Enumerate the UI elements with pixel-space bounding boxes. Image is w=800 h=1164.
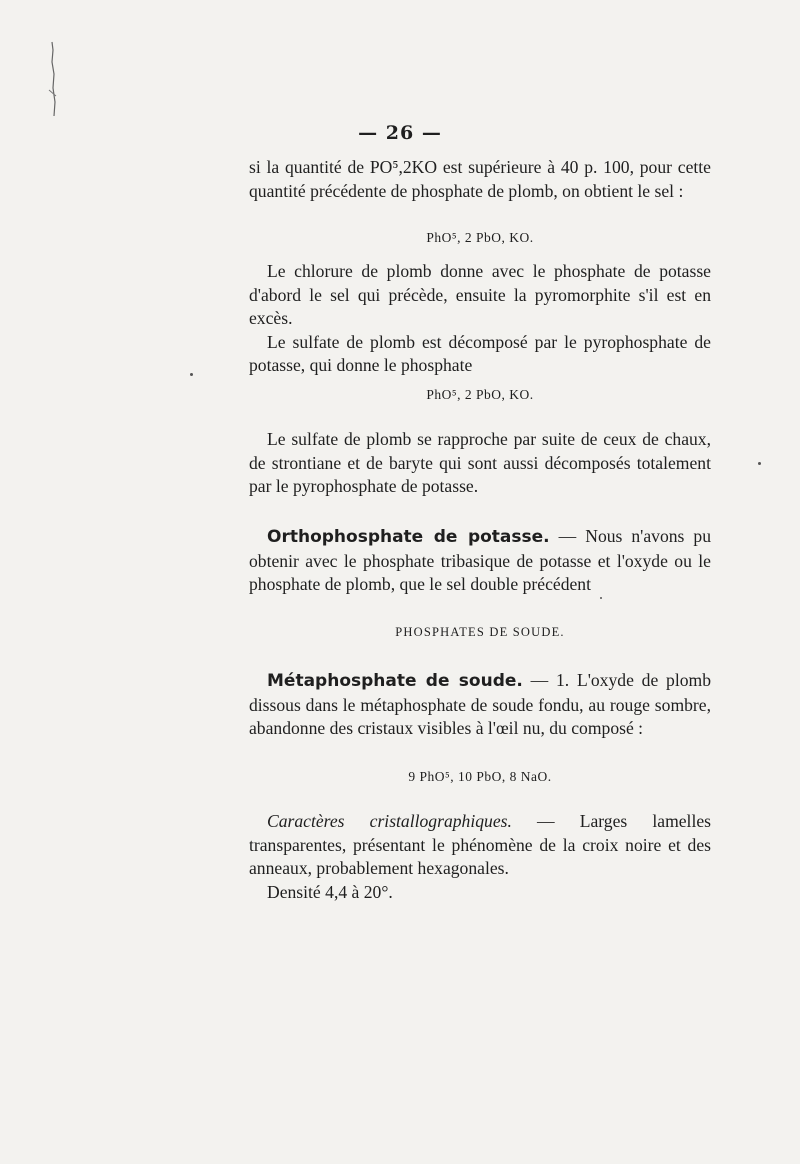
formula-potassium-lead-phosphate: PhO⁵, 2 PbO, KO. bbox=[426, 230, 534, 245]
formula-sodium-lead-metaphosphate: 9 PhO⁵, 10 PbO, 8 NaO. bbox=[408, 769, 552, 784]
paragraph-orthophosphate bbox=[249, 525, 711, 597]
crystallography-paragraph bbox=[249, 810, 711, 881]
margin-pencil-mark bbox=[44, 40, 60, 120]
sulfate-rapproche-paragraph: Le sulfate de plomb se rapproche par suite de ceux de chaux, de strontiane et de baryte qui sont aussi décomposés totalement par le pyrophosphate de potasse. bbox=[249, 429, 711, 496]
density-line: Densité 4,4 à 20°. bbox=[267, 881, 393, 902]
paragraph-sulfate-rapproche bbox=[249, 428, 711, 499]
continuation-text: si la quantité de PO⁵,2KO est supérieure à 40 p. 100, pour cette quantité précédente de phosphate de plomb, on obtient le sel : bbox=[249, 157, 711, 201]
paper-speck bbox=[758, 462, 761, 465]
orthophosphate-text: — Nous n'avons pu obtenir avec le phosphate tribasique de potasse et l'oxyde ou le phosphate de plomb, que le sel double précédent bbox=[249, 526, 711, 594]
crystallography-label: Caractères cristallographiques. bbox=[267, 811, 512, 831]
metaphosphate-paragraph bbox=[249, 669, 711, 741]
crystallography-text: — Larges lamelles transparentes, présentant le phénomène de la croix noire et des anneaux, probablement hexagonales. bbox=[249, 811, 711, 878]
paragraph-chlorure-sulfate bbox=[249, 260, 711, 378]
metaphosphate-heading: Métaphosphate de soude. bbox=[267, 671, 523, 691]
metaphosphate-text: — 1. L'oxyde de plomb dissous dans le métaphosphate de soude fondu, au rouge sombre, abandonne des cristaux visibles à l'œil nu, du composé : bbox=[249, 670, 711, 738]
section-title-phosphates-soude: PHOSPHATES DE SOUDE. bbox=[395, 625, 565, 639]
chlorure-paragraph: Le chlorure de plomb donne avec le phosphate de potasse d'abord le sel qui précède, ensuite la pyromorphite s'il est en excès. bbox=[249, 261, 711, 328]
orthophosphate-paragraph bbox=[249, 525, 711, 597]
paragraph-crystallography bbox=[249, 810, 711, 904]
paragraph-continuation bbox=[249, 156, 711, 203]
formula-potassium-lead-phosphate-2: PhO⁵, 2 PbO, KO. bbox=[426, 387, 534, 402]
paper-speck bbox=[600, 597, 602, 599]
page-number: — 26 — bbox=[358, 122, 442, 144]
paragraph-metaphosphate bbox=[249, 669, 711, 741]
orthophosphate-heading: Orthophosphate de potasse. bbox=[267, 527, 550, 547]
sulfate-paragraph: Le sulfate de plomb est décomposé par le pyrophosphate de potasse, qui donne le phosphate bbox=[249, 331, 711, 375]
paper-speck bbox=[190, 373, 193, 376]
